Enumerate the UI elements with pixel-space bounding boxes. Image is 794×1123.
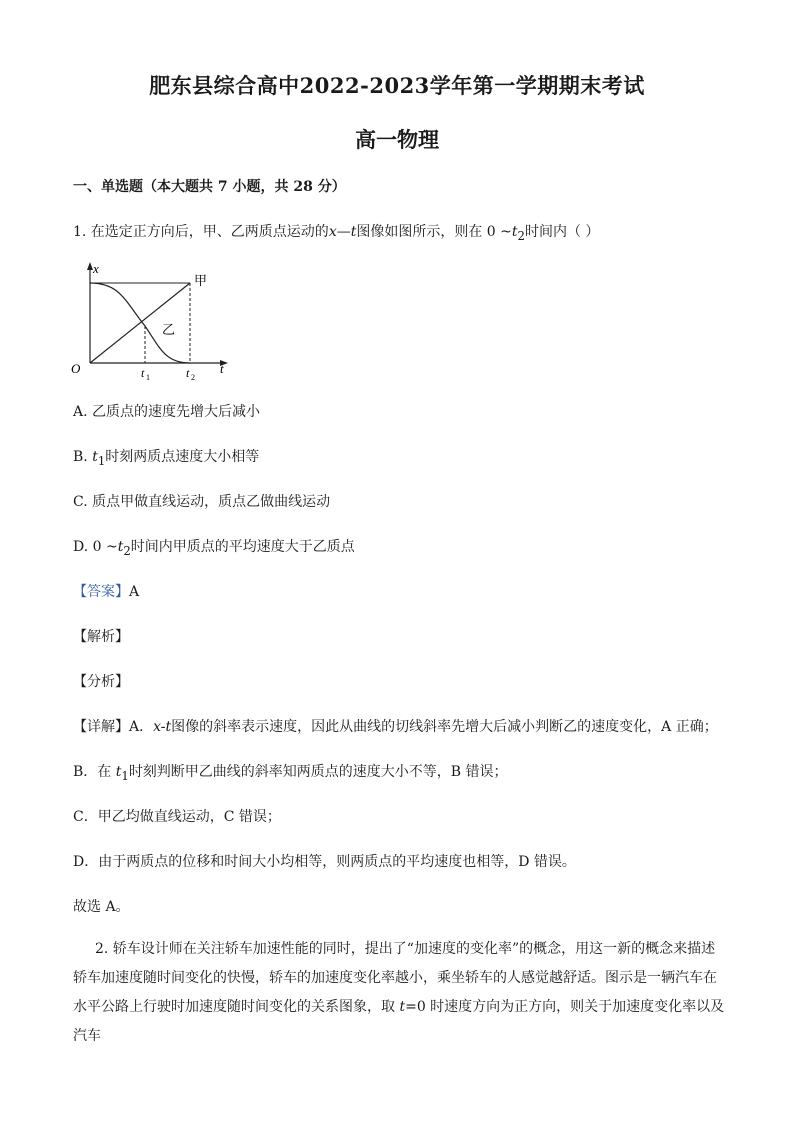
option-a: A. 乙质点的速度先增大后减小 xyxy=(73,404,261,420)
origin-label: O xyxy=(71,361,81,376)
fenxi-tag: 【分析】 xyxy=(73,674,129,690)
option-b-prefix: B. xyxy=(73,449,93,465)
q1-stem-mid: 图像如图所示，则在 0 ~ xyxy=(356,224,512,240)
detail-tag: 【详解】 xyxy=(73,719,129,735)
option-d-sub: 2 xyxy=(123,543,131,558)
option-d-prefix: D. 0 ~ xyxy=(73,539,118,555)
option-b-suffix: 时刻两质点速度大小相等 xyxy=(105,449,260,465)
x-axis-label: t xyxy=(220,361,224,376)
q2-text-var: t xyxy=(399,999,406,1015)
t2-label: t xyxy=(186,366,190,380)
option-b-sub: 1 xyxy=(97,453,106,468)
detail-a-var: x-t xyxy=(153,719,172,735)
answer-value: A xyxy=(129,584,140,600)
exam-title: 肥东县综合高中2022-2023学年第一学期期末考试 xyxy=(149,73,645,98)
detail-b-sub: 1 xyxy=(121,768,129,783)
t1-sub-label: 1 xyxy=(146,373,150,382)
y-axis-label: x xyxy=(93,261,99,276)
detail-a-prefix: A． xyxy=(129,719,154,735)
option-d-suffix: 时间内甲质点的平均速度大于乙质点 xyxy=(130,539,355,555)
q1-stem-sub: 2 xyxy=(517,228,525,243)
label-yi: 乙 xyxy=(162,322,176,337)
option-b xyxy=(73,447,259,471)
option-b-var: t xyxy=(92,449,98,465)
detail-a-suffix: 图像的斜率表示速度，因此从曲线的切线斜率先增大后减小判断乙的速度变化，A 正确； xyxy=(171,719,718,735)
detail-c: C．甲乙均做直线运动，C 错误； xyxy=(73,809,281,825)
detail-d: D．由于两质点的位移和时间大小均相等，则两质点的平均速度也相等，D 错误。 xyxy=(73,854,576,870)
label-jia: 甲 xyxy=(194,273,208,288)
q1-stem-suffix: 时间内（ ） xyxy=(524,224,600,240)
detail-b-var: t xyxy=(115,764,122,780)
q1-stem-prefix: 1. 在选定正方向后，甲、乙两质点运动的 xyxy=(73,224,329,240)
q2-text-prefix: 2. 轿车设计师在关注轿车加速性能的同时，提出了“加速度的变化率”的概念，用这一新的概念来描述轿车加速度随时间变化的快慢，轿车的加速度变化率越小，乘坐轿车的人感觉越舒适。图示是一辆汽车在水平公路上行驶时加速度随时间变化的关系图象，取 xyxy=(73,941,717,1015)
detail-b-prefix: B．在 xyxy=(73,764,116,780)
t2-sub-label: 2 xyxy=(191,373,195,382)
conclusion: 故选 A。 xyxy=(73,899,130,915)
detail-b xyxy=(73,762,508,786)
q1-xt-graph xyxy=(65,256,245,384)
answer-line xyxy=(73,582,139,602)
section-heading: 一、单选题（本大题共 7 小题，共 28 分） xyxy=(73,179,346,195)
q1-stem-t: t xyxy=(511,224,518,240)
option-d-var: t xyxy=(117,539,124,555)
exam-subtitle: 高一物理 xyxy=(355,127,439,152)
t1-label: t xyxy=(141,366,145,380)
option-c: C. 质点甲做直线运动，质点乙做曲线运动 xyxy=(73,494,331,510)
question-1-stem xyxy=(73,222,599,246)
analysis-tag: 【解析】 xyxy=(73,629,129,645)
question-2-text xyxy=(73,935,725,1051)
detail-b-suffix: 时刻判断甲乙曲线的斜率知两质点的速度大小不等，B 错误； xyxy=(128,764,508,780)
detail-a xyxy=(73,717,718,737)
q1-stem-var: x—t xyxy=(328,224,357,240)
answer-tag: 【答案】 xyxy=(73,584,129,600)
option-d xyxy=(73,537,355,561)
q2-text-mid: =0 时速度方向为正方向，则关于加速度变化率以及汽车 xyxy=(73,999,725,1044)
